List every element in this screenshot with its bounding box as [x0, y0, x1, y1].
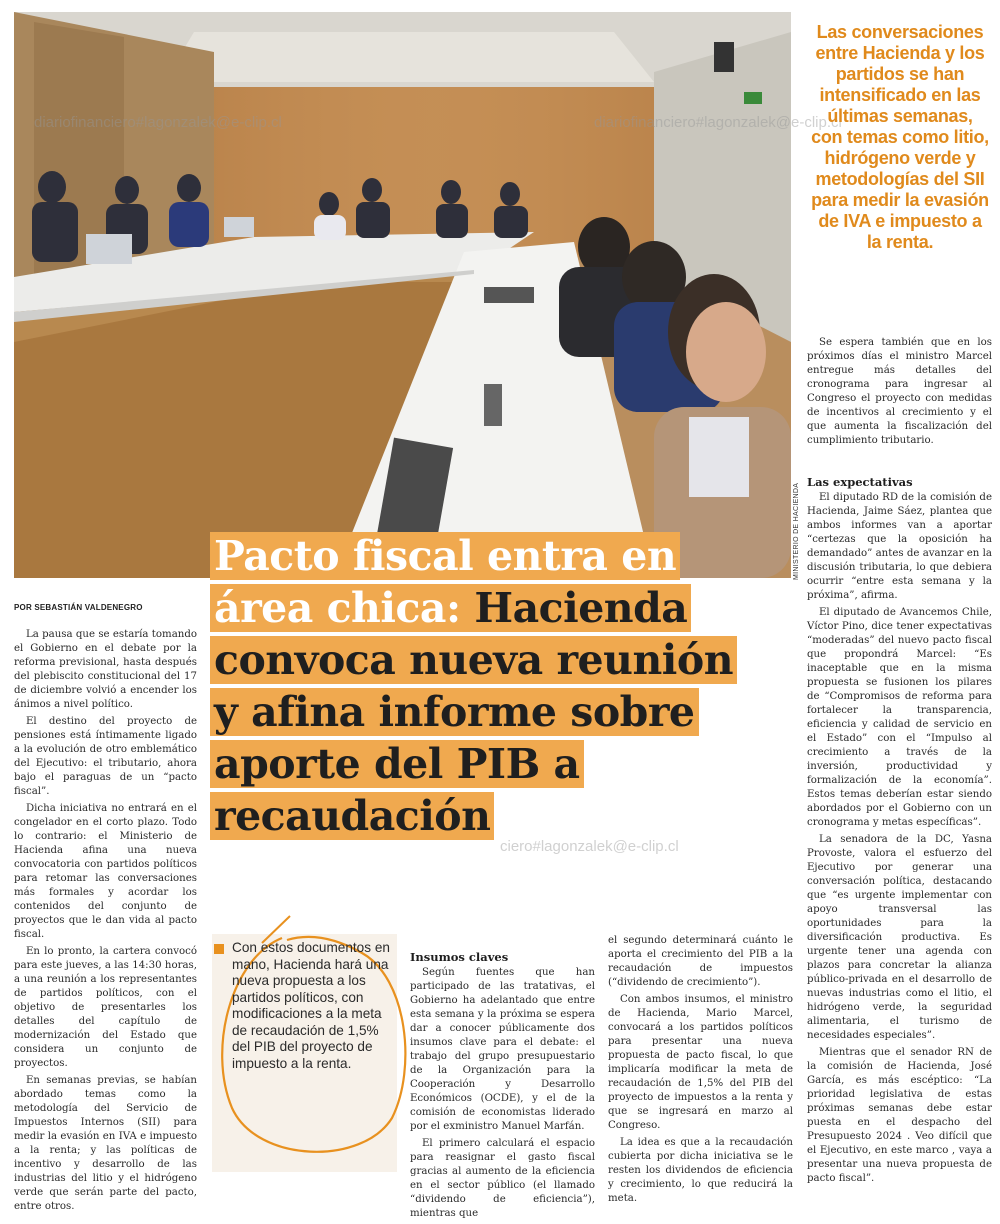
col3-paragraph: Con ambos insumos, el ministro de Hacienda, Mario Marcel, convocará a los partidos políticos para presentar una nueva propuesta de pacto fiscal, lo que implicaría modificar la meta de recaudación de 1,5% del PIB del proyecto de impuestos a la renta y que se ingresará en marzo al Congreso.: [608, 994, 793, 1131]
headline-line-3: convoca nueva reunión: [210, 636, 737, 684]
headline-line-4: y afina informe sobre: [210, 688, 699, 736]
meeting-room-illustration: [14, 12, 791, 578]
highlight-quote-box: [212, 934, 397, 1172]
col2-paragraph: El primero calculará el espacio para reasignar el gasto fiscal gracias al aumento de la eficiencia en el sector público (el llamado “dividendo de eficiencia”), mientras que: [410, 1138, 595, 1219]
watermark-photo-right: diariofinanciero#lagonzalek@e-clip.cl: [594, 114, 842, 131]
headline-line-6: recaudación: [210, 792, 494, 840]
headline-line-5: aporte del PIB a: [210, 740, 584, 788]
headline-line-2-a: área chica:: [214, 584, 461, 632]
headline: [210, 530, 790, 842]
col4-paragraph: El diputado de Avancemos Chile, Víctor Pino, dice tener expectativas “moderadas” del nuevo pacto fiscal que propondrá Marcel: “Es inaceptable que en la misma propuesta se fusionen los pilares de “Compromisos de reforma para fortalecer la transparencia, eficiencia y calidad de servicio en el Estado” con el “Impulso al crecimiento a través de la inversión, productividad y formalización de la economía”. Estos temas deberían estar siendo abordados por el Gobierno con un cronograma y metas específicas”.: [807, 607, 992, 828]
col2-paragraph: Según fuentes que han participado de las tratativas, el Gobierno ha adelantado que entre esta semana y la próxima se espera dar a conocer públicamente dos insumos clave para el debate: el trabajo del grupo presupuestario de la Organización para la Cooperación y Desarrollo Económicos (OCDE), y el de la comisión de economistas liderado por el exministro Manuel Marfán.: [410, 967, 595, 1132]
column-3: [608, 934, 793, 1209]
headline-line-2-b: Hacienda: [460, 584, 688, 632]
col4-paragraph: Mientras que el senador RN de la comisión de Hacienda, José García, es más escéptico: “La prioridad legislativa de estas próximas semanas debe estar puesta en el despacho del Presupuesto 2024 . Veo difícil que el Ejecutivo, en este marco , vaya a presentar una nueva propuesta de pacto fiscal”.: [807, 1047, 992, 1184]
col4-paragraph: El diputado RD de la comisión de Hacienda, Jaime Sáez, plantea que ambos informes van a aportar “certezas que la oposición ha demandado” antes de avanzar en la discusión tributaria, lo que debiera ocurrir “entre esta semana y la próxima”, afirma.: [807, 492, 992, 601]
photo-credit: [793, 440, 807, 580]
col1-paragraph: Dicha iniciativa no entrará en el congelador en el corto plazo. Todo lo contrario: el Ministerio de Hacienda afina una nueva convocatoria con partidos políticos para retomar las conversaciones más formales y acordar los contenidos del conjunto de proyectos que le dan vida al pacto fiscal.: [14, 803, 197, 940]
column-1: [14, 628, 197, 1217]
subhead-insumos: Insumos claves: [410, 950, 509, 964]
highlight-quote-text: Con estos documentos en mano, Hacienda hará una nueva propuesta a los partidos políticos, con modificaciones a la meta de recaudación de 1,5% del PIB del proyecto de impuesto a la renta.: [232, 940, 390, 1071]
headline-line-2: [210, 584, 691, 632]
column-2: [410, 950, 595, 1224]
byline: POR SEBASTIÁN VALDENEGRO: [14, 603, 143, 612]
photo-credit-text: MINISTERIO DE HACIENDA: [793, 482, 800, 580]
pull-quote: Las conversaciones entre Hacienda y los partidos se han intensificado en las últimas semanas, con temas como litio, hidrógeno verde y metodologías del SII para medir la evasión de IVA e impuesto a la renta.: [811, 22, 989, 252]
col1-paragraph: En semanas previas, se habían abordado temas como la metodología del Servicio de Impuestos Internos (SII) para medir la evasión en IVA e impuesto a la renta; y las políticas de incentivo y desarrollo de las industrias del litio y el hidrógeno verde que serán parte del pacto, entre otros.: [14, 1075, 197, 1212]
column-4-top: [807, 336, 992, 451]
col3-paragraph: el segundo determinará cuánto le aporta el crecimiento del PIB a la recaudación de impuestos (“dividendo de crecimiento”).: [608, 935, 793, 988]
watermark-body: ciero#lagonzalek@e-clip.cl: [500, 838, 679, 855]
col1-paragraph: En lo pronto, la cartera convocó para este jueves, a las 14:30 horas, a una reunión a los representantes de partidos políticos, con el objetivo de presentarles los detalles del capítulo de modernización del Estado que considera un conjunto de proyectos.: [14, 946, 197, 1069]
col3-paragraph: La idea es que a la recaudación cubierta por dicha iniciativa se le resten los dividendos de eficiencia y crecimiento, lo que reducirá la meta.: [608, 1137, 793, 1204]
headline-line-1: Pacto fiscal entra en: [210, 532, 680, 580]
col4-paragraph: La senadora de la DC, Yasna Provoste, valora el esfuerzo del Ejecutivo por generar una conversación política, destacando que “es urgente implementar con apoyo transversal las oportunidades para la diversificación productiva. Es urgente tener una agenda con plazos para concretar la alianza público-privada en el desarrollo de nuevas industrias como el litio, el hidrógeno verde, la seguridad alimentaria, el turismo de necesidades especiales”.: [807, 834, 992, 1041]
watermark-photo-left: diariofinanciero#lagonzalek@e-clip.cl: [34, 114, 282, 131]
subhead-expectativas: Las expectativas: [807, 475, 913, 489]
col1-paragraph: La pausa que se estaría tomando el Gobierno en el debate por la reforma previsional, hasta después del plebiscito constitucional del 17 de diciembre volvió a encender los ánimos a nivel político.: [14, 629, 197, 710]
col1-paragraph: El destino del proyecto de pensiones está íntimamente ligado a la evolución de otro emblemático del Ejecutivo: el tributario, ahora bajo el paraguas de un “pacto fiscal”.: [14, 716, 197, 797]
col4-top-paragraph: Se espera también que en los próximos días el ministro Marcel entregue más detalles del cronograma para ingresar al Congreso el proyecto con medidas de incentivos al crecimiento y el que aumenta la fiscalización del cumplimiento tributario.: [807, 337, 992, 446]
column-4: [807, 475, 992, 1189]
